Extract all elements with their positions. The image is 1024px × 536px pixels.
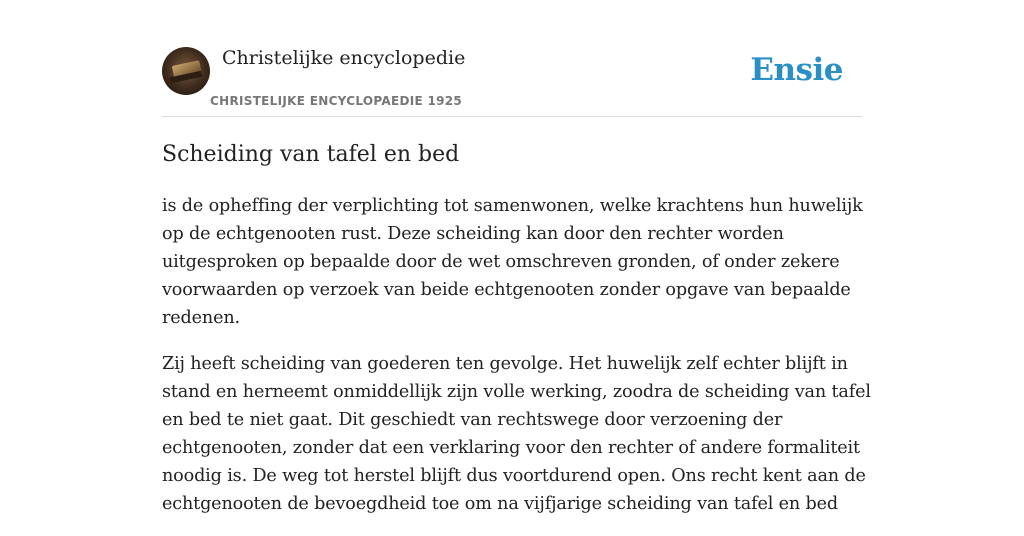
site-subtitle[interactable]: CHRISTELIJKE ENCYCLOPAEDIE 1925 <box>210 94 463 108</box>
book-avatar-icon[interactable] <box>162 47 210 95</box>
article-paragraph <box>162 350 871 518</box>
article-title: Scheiding van tafel en bed <box>162 142 460 167</box>
brand-logo[interactable]: Ensie <box>750 52 843 88</box>
text-line: echtgenooten de bevoegdheid toe om na vijfjarige scheiding van tafel en bed <box>162 494 839 514</box>
text-line: stand en herneemt onmiddellijk zijn volle werking, zoodra de scheiding van tafel <box>162 382 871 402</box>
article-body <box>162 192 871 536</box>
site-title[interactable]: Christelijke encyclopedie <box>222 47 466 69</box>
text-line: uitgesproken op bepaalde door de wet omschreven gronden, of onder zekere <box>162 252 840 272</box>
text-line: redenen. <box>162 308 240 328</box>
site-header <box>162 46 862 117</box>
article-paragraph <box>162 192 862 332</box>
text-line: en bed te niet gaat. Dit geschiedt van rechtswege door verzoening der <box>162 410 783 430</box>
text-line: voorwaarden op verzoek van beide echtgenooten zonder opgave van bepaalde <box>162 280 851 300</box>
text-line: op de echtgenooten rust. Deze scheiding kan door den rechter worden <box>162 224 784 244</box>
text-line: Zij heeft scheiding van goederen ten gevolge. Het huwelijk zelf echter blijft in <box>162 354 848 374</box>
text-line: is de opheffing der verplichting tot samenwonen, welke krachtens hun huwelijk <box>162 196 863 216</box>
text-line: noodig is. De weg tot herstel blijft dus voortdurend open. Ons recht kent aan de <box>162 466 866 486</box>
text-line: echtgenooten, zonder dat een verklaring voor den rechter of andere formaliteit <box>162 438 860 458</box>
